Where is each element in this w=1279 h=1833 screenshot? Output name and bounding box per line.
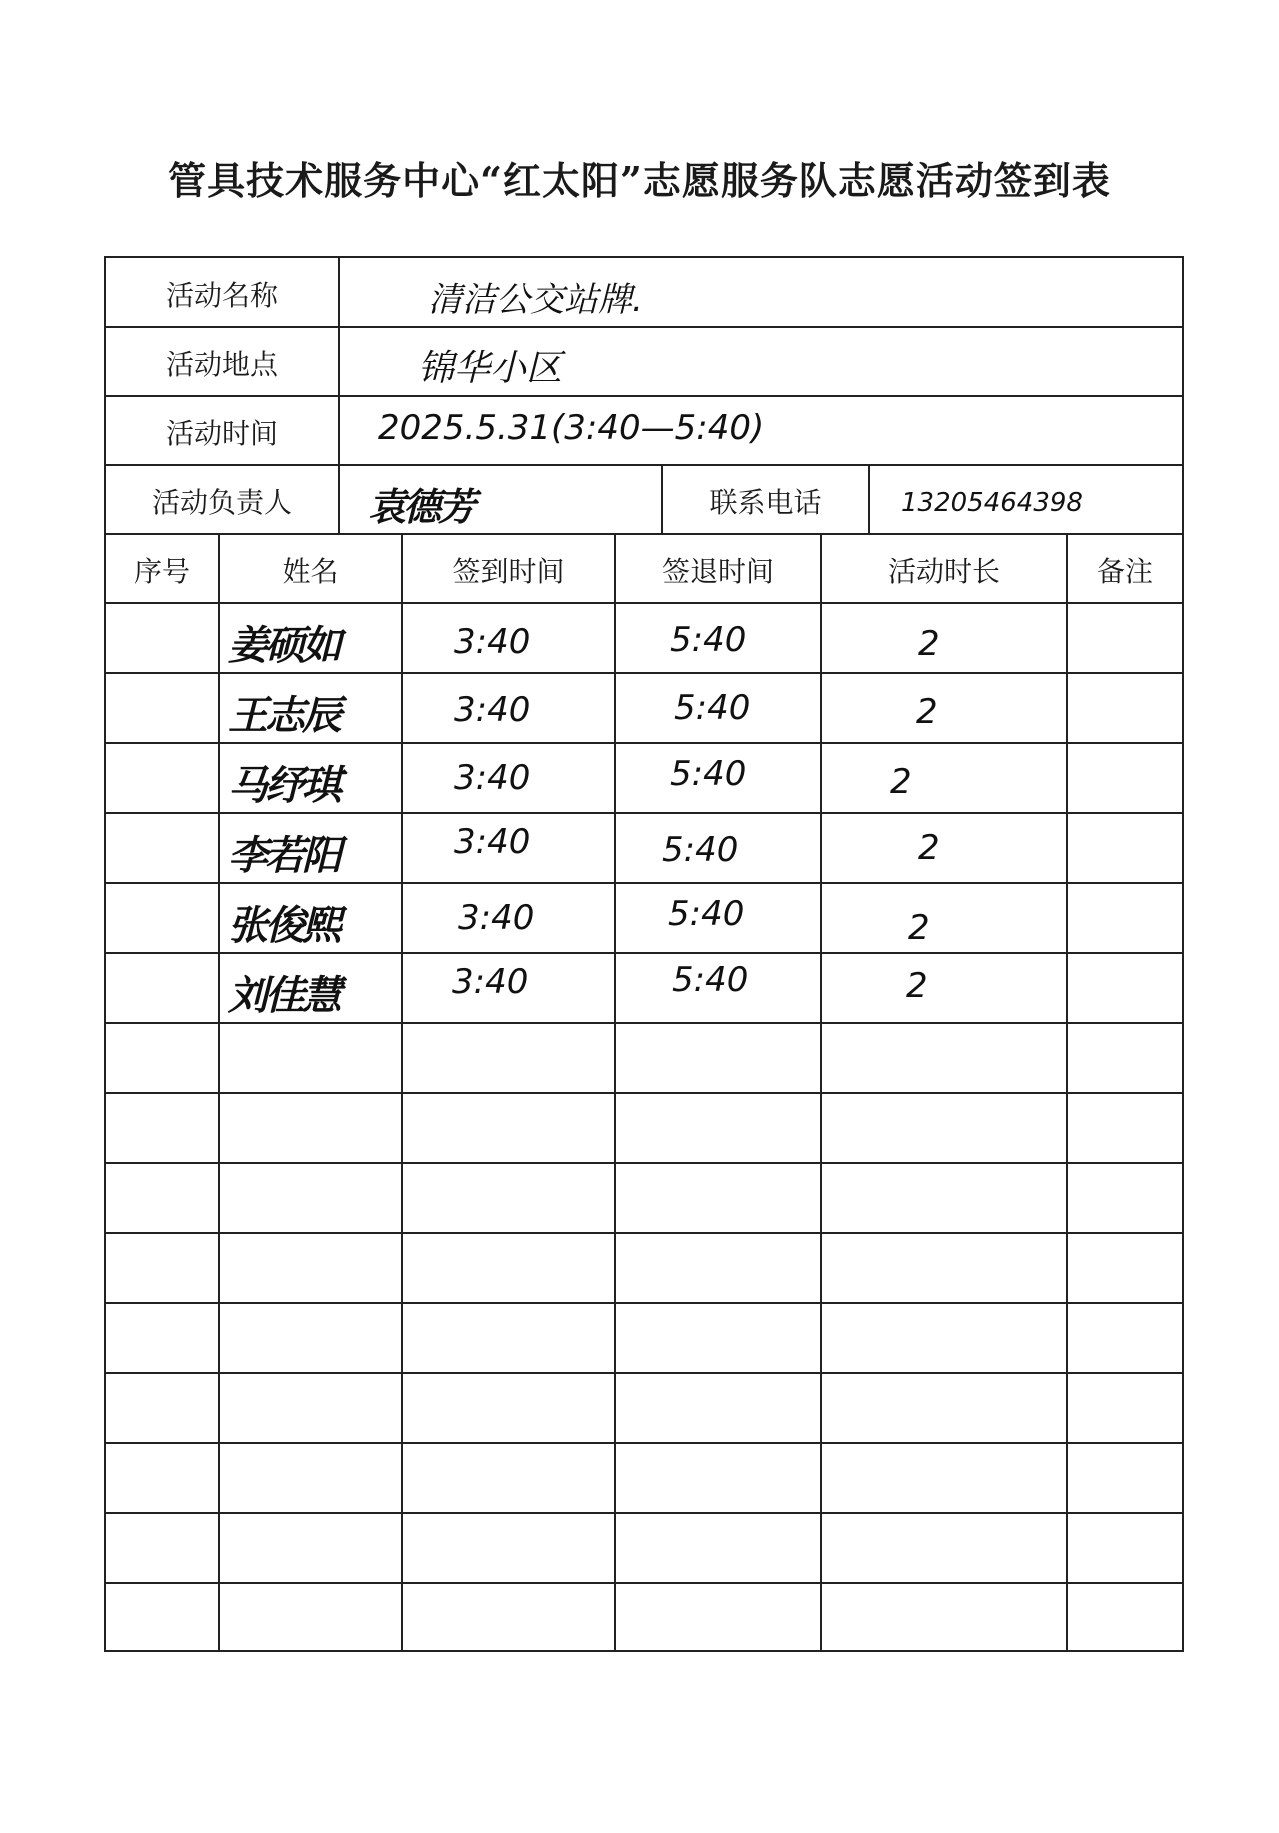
grid-line — [614, 533, 616, 1650]
row-name: 马纾琪 — [228, 762, 339, 809]
row-name: 姜硕如 — [228, 622, 339, 669]
row-sign-out: 5:40 — [670, 754, 747, 794]
grid-line — [106, 1022, 1182, 1024]
grid-line — [106, 326, 1182, 328]
grid-line — [106, 1092, 1182, 1094]
grid-line — [106, 742, 1182, 744]
activity-leader-label: 活动负责人 — [151, 486, 292, 519]
contact-phone-value: 13205464398 — [901, 488, 1083, 518]
grid-line — [106, 395, 1182, 397]
row-sign-in: 3:40 — [458, 898, 535, 938]
header-sign-out-time: 签退时间 — [661, 555, 774, 588]
grid-line — [106, 533, 1182, 535]
grid-line — [106, 602, 1182, 604]
row-sign-in: 3:40 — [454, 758, 531, 798]
row-duration: 2 — [890, 762, 912, 802]
row-duration: 2 — [918, 624, 940, 664]
sheet-title: 管具技术服务中心“红太阳”志愿服务队志愿活动签到表 — [168, 158, 1111, 203]
header-seq: 序号 — [133, 555, 190, 588]
row-name: 李若阳 — [228, 832, 339, 879]
grid-line — [106, 812, 1182, 814]
grid-line — [820, 533, 822, 1650]
row-duration: 2 — [906, 966, 928, 1006]
grid-line — [106, 1512, 1182, 1514]
row-sign-out: 5:40 — [662, 830, 739, 870]
activity-place-value: 锦华小区 — [418, 348, 563, 389]
grid-line — [106, 672, 1182, 674]
row-sign-in: 3:40 — [454, 622, 531, 662]
row-sign-in: 3:40 — [454, 690, 531, 730]
row-sign-in: 3:40 — [454, 822, 531, 862]
grid-line — [338, 258, 340, 533]
grid-line — [1066, 533, 1068, 1650]
activity-place-label: 活动地点 — [165, 348, 278, 381]
row-sign-out: 5:40 — [672, 960, 749, 1000]
row-duration: 2 — [908, 908, 930, 948]
activity-name-value: 清洁公交站牌. — [428, 280, 643, 320]
row-sign-out: 5:40 — [670, 620, 747, 660]
grid-line — [106, 464, 1182, 466]
header-notes: 备注 — [1096, 555, 1153, 588]
grid-line — [106, 1162, 1182, 1164]
activity-name-label: 活动名称 — [165, 279, 278, 312]
row-name: 王志辰 — [228, 692, 339, 739]
row-sign-in: 3:40 — [452, 962, 529, 1002]
grid-line — [868, 464, 870, 533]
sign-in-sheet — [104, 256, 1184, 1652]
grid-line — [106, 1302, 1182, 1304]
row-name: 刘佳慧 — [228, 972, 339, 1019]
activity-time-label: 活动时间 — [165, 417, 278, 450]
row-name: 张俊熙 — [228, 902, 339, 949]
grid-line — [106, 1442, 1182, 1444]
grid-line — [106, 1232, 1182, 1234]
grid-line — [218, 533, 220, 1650]
row-sign-out: 5:40 — [668, 894, 745, 934]
grid-line — [106, 1582, 1182, 1584]
header-sign-in-time: 签到时间 — [452, 555, 565, 588]
grid-line — [401, 533, 403, 1650]
grid-line — [106, 882, 1182, 884]
contact-phone-label: 联系电话 — [709, 486, 822, 519]
row-duration: 2 — [918, 828, 940, 868]
activity-leader-value: 袁德芳 — [368, 484, 474, 529]
header-duration: 活动时长 — [887, 555, 1000, 588]
grid-line — [106, 952, 1182, 954]
header-name: 姓名 — [282, 555, 339, 588]
activity-time-value: 2025.5.31(3:40—5:40) — [378, 408, 765, 448]
row-duration: 2 — [916, 692, 938, 732]
row-sign-out: 5:40 — [674, 688, 751, 728]
grid-line — [106, 1372, 1182, 1374]
